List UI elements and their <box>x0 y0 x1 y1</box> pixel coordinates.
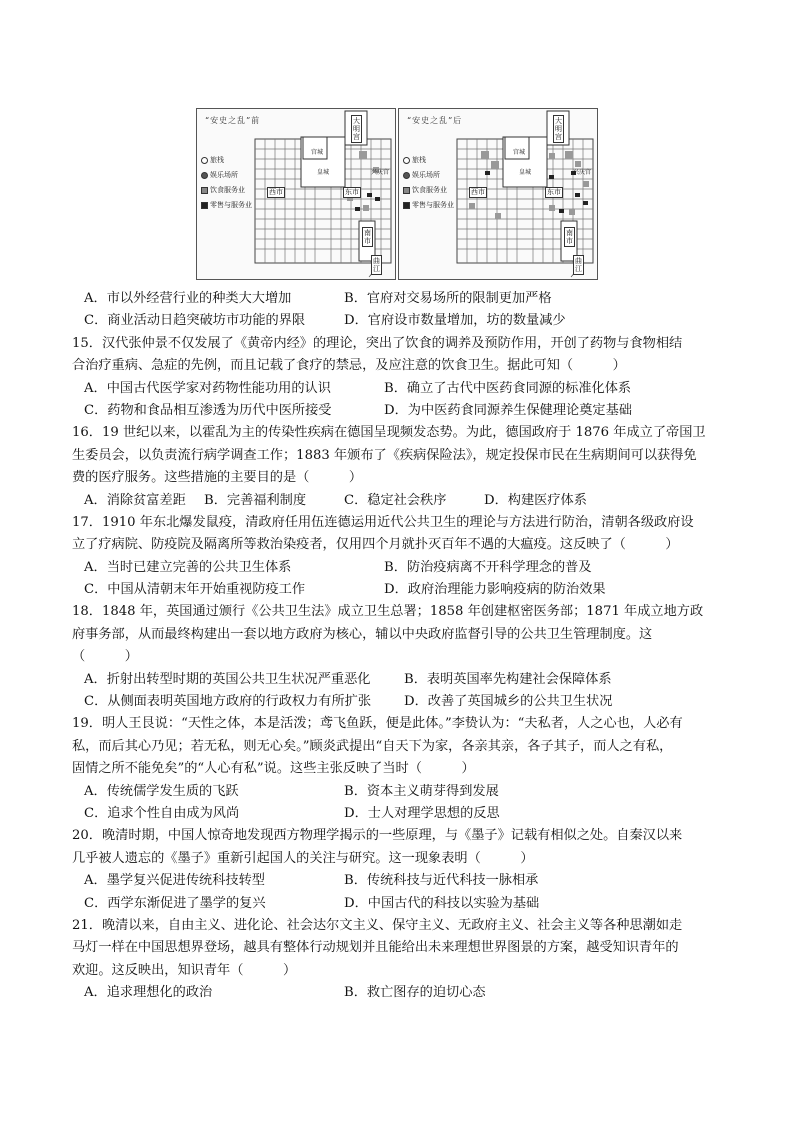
q15-option-c[interactable]: C．药物和食品相互渗透为历代中医所接受 <box>84 402 332 418</box>
q18-stem-line-3: （ ） <box>72 649 138 665</box>
q16-stem-line-1: 16．19 世纪以来，以霍乱为主的传染性疾病在德国呈现频发态势。为此，德国政府于 1876 年成立了帝国卫 <box>72 425 706 441</box>
map-before-xishi: 西市 <box>269 188 283 196</box>
map-after-xingqinggong: 兴庆宫 <box>573 169 592 176</box>
q15-options-row-2 <box>72 400 732 422</box>
q17-option-b[interactable]: B．防治疫病离不开科学理念的普及 <box>384 559 592 575</box>
q18-options-row-1 <box>72 669 732 691</box>
entertainment-marker-icon <box>201 172 208 179</box>
map-after-title: “安史之乱”后 <box>407 116 463 125</box>
q21-option-a[interactable]: A．追求理想化的政治 <box>84 985 213 1001</box>
q20-option-a[interactable]: A．墨学复兴促进传统科技转型 <box>84 873 265 889</box>
map-before-qujiang: 曲江 <box>373 257 380 273</box>
map-before-daminggong: 大明宫 <box>353 117 360 141</box>
q19-stem-line-1: 19．明人王艮说：“天性之体，本是活泼；鸢飞鱼跃，便是此体。”李贽认为：“夫私者，人之心也，人必有 <box>72 716 683 732</box>
legend-item-entertainment: 娱乐场所 <box>403 168 454 183</box>
legend-item-food: 饮食服务业 <box>201 183 252 198</box>
inn-marker-icon <box>403 157 410 164</box>
questions-body <box>72 288 732 1005</box>
q21-stem-line-1: 21．晚清以来，自由主义、进化论、社会达尔文主义、保守主义、无政府主义、社会主义等各种思潮如走 <box>72 917 683 933</box>
q14-options-row-1 <box>72 288 732 310</box>
map-before-gongcheng: 宫城 <box>311 149 324 156</box>
q18-option-a[interactable]: A．折射出转型时期的英国公共卫生状况严重恶化 <box>84 671 371 687</box>
legend-item-inn: 旅栈 <box>403 153 454 168</box>
q20-options-row-2 <box>72 893 732 915</box>
map-after-gongcheng: 宫城 <box>513 149 526 156</box>
q19-option-a[interactable]: A．传统儒学发生质的飞跃 <box>84 783 239 799</box>
map-after-dongshi: 东市 <box>547 188 561 196</box>
q17-stem-line-1: 17．1910 年东北爆发鼠疫，清政府任用伍连德运用近代公共卫生的理论与方法进行防治，清朝各级政府设 <box>72 514 694 530</box>
q17-option-c[interactable]: C．中国从清朝末年开始重视防疫工作 <box>84 582 306 598</box>
q21-stem-line-3: 欢迎。这反映出，知识青年（ ） <box>72 962 297 978</box>
q14-option-d[interactable]: D．官府设市数量增加，坊的数量减少 <box>344 313 566 329</box>
legend-item-inn: 旅栈 <box>201 153 252 168</box>
map-after-huangcheng: 皇城 <box>519 169 532 176</box>
q14-options-row-2 <box>72 310 732 332</box>
q18-stem-line-2: 府事务部，从而最终构建出一套以地方政府为核心，辅以中央政府监督引导的公共卫生管理制度。这 <box>72 626 653 642</box>
q20-option-b[interactable]: B．传统科技与近代科技一脉相承 <box>344 873 539 889</box>
q16-option-c[interactable]: C．稳定社会秩序 <box>344 492 447 508</box>
q19-option-b[interactable]: B．资本主义萌芽得到发展 <box>344 783 499 799</box>
map-after-legend <box>403 153 454 213</box>
q18-options-row-2 <box>72 691 732 713</box>
q19-stem-line-3: 固情之所不能免矣”的“人心有私”说。这些主张反映了当时（ ） <box>72 761 475 777</box>
q17-option-a[interactable]: A．当时已建立完善的公共卫生体系 <box>84 559 292 575</box>
food-marker-icon <box>403 187 410 194</box>
retail-marker-icon <box>403 202 410 209</box>
q16-option-d[interactable]: D．构建医疗体系 <box>484 492 587 508</box>
q16-option-b[interactable]: B．完善福利制度 <box>204 492 307 508</box>
q16-option-a[interactable]: A．消除贫富差距 <box>84 492 186 508</box>
changan-maps-figure <box>196 108 598 280</box>
q18-option-d[interactable]: D．改善了英国城乡的公共卫生状况 <box>404 694 613 710</box>
q15-option-b[interactable]: B．确立了古代中医药食同源的标准化体系 <box>384 380 632 396</box>
map-after-daminggong: 大明宫 <box>555 117 562 141</box>
q19-options-row-2 <box>72 803 732 825</box>
q17-option-d[interactable]: D．政府治理能力影响疫病的防治效果 <box>384 582 606 598</box>
q14-option-c[interactable]: C．商业活动日趋突破坊市功能的界限 <box>84 313 306 329</box>
legend-item-food: 饮食服务业 <box>403 183 454 198</box>
q19-option-d[interactable]: D．士人对理学思想的反思 <box>344 805 500 821</box>
q20-option-d[interactable]: D．中国古代的科技以实验为基础 <box>344 895 540 911</box>
q19-option-c[interactable]: C．追求个性自由成为风尚 <box>84 805 240 821</box>
retail-marker-icon <box>201 202 208 209</box>
q16-stem-line-3: 费的医疗服务。这些措施的主要目的是（ ） <box>72 470 363 486</box>
map-before-dongshi: 东市 <box>345 188 359 196</box>
q18-option-b[interactable]: B．表明英国率先构建社会保障体系 <box>404 671 612 687</box>
map-before-nanshi: 南市 <box>364 229 371 245</box>
legend-item-retail: 零售与服务业 <box>201 198 252 213</box>
q20-stem-line-2: 几乎被人遗忘的《墨子》重新引起国人的关注与研究。这一现象表明（ ） <box>72 850 534 866</box>
q15-stem-line-2: 合治疗重病、急症的先例，而且记载了食疗的禁忌，及应注意的饮食卫生。据此可知（ ） <box>72 358 626 374</box>
map-after-qujiang: 曲江 <box>575 257 582 273</box>
q18-stem-line-1: 18．1848 年，英国通过颁行《公共卫生法》成立卫生总署；1858 年创建枢密医务部；1871 年成立地方政 <box>72 604 704 620</box>
map-after <box>398 108 598 280</box>
q14-option-a[interactable]: A．市以外经营行业的种类大大增加 <box>84 291 292 306</box>
map-before-legend <box>201 153 252 213</box>
q19-options-row-1 <box>72 781 732 803</box>
q17-stem-line-2: 立了疗病院、防疫院及隔离所等救治染疫者，仅用四个月就扑灭百年不遇的大瘟疫。这反映了（ ） <box>72 537 679 553</box>
q21-option-b[interactable]: B．救亡图存的迫切心态 <box>344 985 486 1001</box>
q14-option-b[interactable]: B．官府对交易场所的限制更加严格 <box>344 291 552 306</box>
map-before-xingqinggong: 兴庆宫 <box>371 169 390 176</box>
q16-stem-line-2: 生委员会，以负责流行病学调查工作；1883 年颁布了《疾病保险法》，规定投保市民在生病期间可以获得免 <box>72 447 697 463</box>
map-before-title: “安史之乱”前 <box>205 116 261 125</box>
q18-option-c[interactable]: C．从侧面表明英国地方政府的行政权力有所扩张 <box>84 694 372 710</box>
map-after-xishi: 西市 <box>471 188 485 196</box>
legend-item-entertainment: 娱乐场所 <box>201 168 252 183</box>
q20-options-row-1 <box>72 870 732 892</box>
inn-marker-icon <box>201 157 208 164</box>
q19-stem-line-2: 私，而后其心乃见；若无私，则无心矣。”顾炎武提出“自天下为家，各亲其亲，各子其子，而人之有私， <box>72 738 673 754</box>
q21-options-row-1 <box>72 982 732 1004</box>
legend-item-retail: 零售与服务业 <box>403 198 454 213</box>
map-before <box>196 108 396 280</box>
q15-option-a[interactable]: A．中国古代医学家对药物性能功用的认识 <box>84 380 331 396</box>
q15-option-d[interactable]: D．为中医药食同源养生保健理论奠定基础 <box>384 402 632 418</box>
q20-stem-line-1: 20．晚清时期，中国人惊奇地发现西方物理学揭示的一些原理，与《墨子》记载有相似之处。自秦汉以来 <box>72 828 683 844</box>
entertainment-marker-icon <box>403 172 410 179</box>
q20-option-c[interactable]: C．西学东渐促进了墨学的复兴 <box>84 895 266 911</box>
q17-options-row-1 <box>72 557 732 579</box>
food-marker-icon <box>201 187 208 194</box>
q15-options-row-1 <box>72 378 732 400</box>
q16-options-row <box>72 490 732 512</box>
map-after-nanshi: 南市 <box>566 229 573 245</box>
q21-stem-line-2: 马灯一样在中国思想界登场，越具有整体行动规划并且能给出未来理想世界图景的方案，越受知识青年的 <box>72 940 679 956</box>
map-before-huangcheng: 皇城 <box>317 169 330 176</box>
q15-stem-line-1: 15．汉代张仲景不仅发展了《黄帝内经》的理论，突出了饮食的调养及预防作用，开创了药物与食物相结 <box>72 335 683 351</box>
q17-options-row-2 <box>72 579 732 601</box>
